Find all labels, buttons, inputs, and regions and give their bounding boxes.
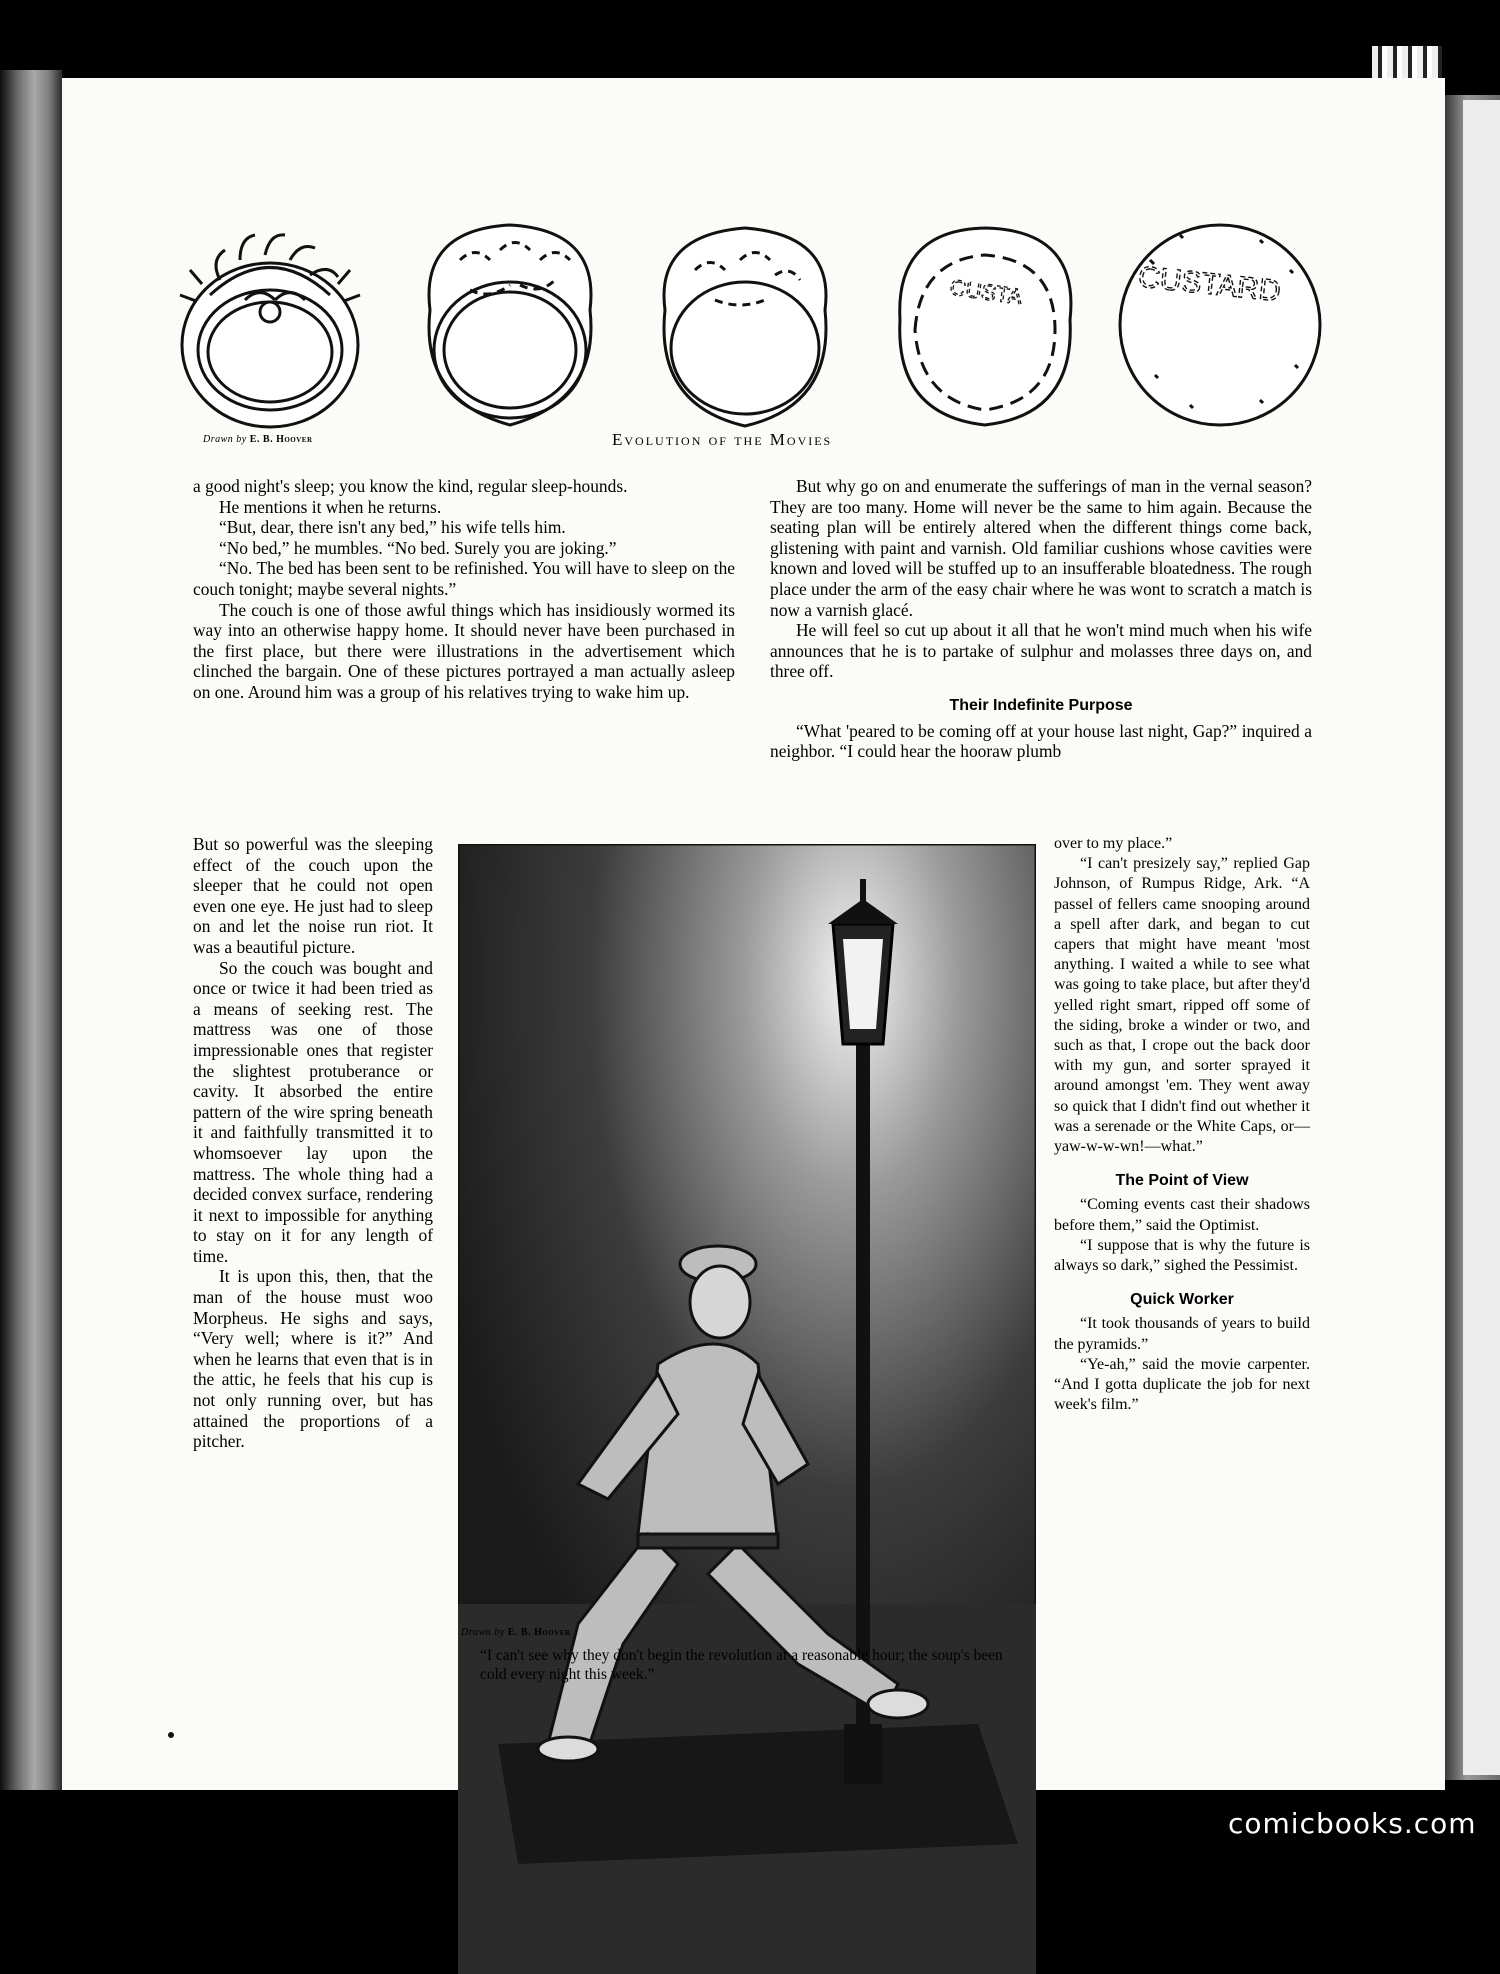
watermark: comicbooks.com	[1228, 1807, 1477, 1840]
page-dot-mark	[168, 1732, 174, 1738]
custard-pie-partial-drawing	[900, 228, 1071, 425]
section-heading: The Point of View	[1115, 1172, 1249, 1190]
melting-face-drawing	[429, 225, 591, 425]
scan-edge-mark	[1372, 46, 1442, 82]
paragraph: But so powerful was the sleeping effect of the couch upon the sleeper that he could not open even one eye. He just had to sleep on and let the noise run riot. It was a beautiful picture.	[193, 834, 433, 957]
lamplighter-illustration	[458, 844, 1036, 1974]
paragraph: “I can't presizely say,” replied Gap Johnson, of Rumpus Ridge, Ark. “A passel of fellers came snooping around a spell after dark, and began to cut capers that might have meant 'most anything. I waited a while to see what was going to take place, but after they'd yelled right smart, ripped off some of the siding, broke a winder or two, and such as that, I crope out the back door with my gun, and sorter sprayed it around amongst 'em. They went away so quick that I didn't find out whether it was a serenade or the White Caps, or—yaw-w-w-wn!—what.”	[1054, 855, 1310, 1156]
left-column-upper	[193, 476, 735, 703]
right-column-lower	[1054, 834, 1310, 1415]
paragraph: a good night's sleep; you know the kind, regular sleep-hounds.	[193, 476, 628, 496]
dough-face-drawing	[664, 228, 826, 426]
paragraph: “Ye-ah,” said the movie carpenter. “And I gotta duplicate the job for next week's film.”	[1054, 1355, 1310, 1414]
paragraph: So the couch was bought and once or twice it had been tried as a means of seeking rest. The mattress was one of those impressionable ones that register the slightest protuberance or cavity. It absorbed the entire pattern of the wire spring beneath it and faithfully transmitted it to whomsoever lay upon the mattress. The whole thing had a decided convex surface, rendering it next to impossible for anything to stay on it for any length of time.	[193, 957, 433, 1266]
custard-text: CUSTARD	[1136, 260, 1283, 309]
paragraph: “I suppose that is why the future is always so dark,” sighed the Pessimist.	[1054, 1236, 1310, 1275]
laughing-face-drawing	[180, 235, 360, 427]
header-illustration-credit: Drawn by E. B. Hoover	[203, 434, 313, 445]
evolution-faces-illustration	[160, 200, 1330, 440]
paragraph: He will feel so cut up about it all that he won't mind much when his wife announces that he is to partake of sulphur and molasses three days on, and three off.	[770, 620, 1312, 682]
header-illustration-caption: Evolution of the Movies	[612, 430, 833, 449]
section-heading: Quick Worker	[1130, 1291, 1234, 1309]
section-heading: Their Indefinite Purpose	[949, 696, 1133, 714]
book-binding	[0, 70, 62, 1790]
paragraph: over to my place.”	[1054, 835, 1173, 852]
paragraph: It is upon this, then, that the man of the house must woo Morpheus. He sighs and says, “Very well; where is it?” And when he learns that even that is in the attic, he feels that his cup is not only running over, but has attained the proportions of a pitcher.	[193, 1266, 433, 1452]
custard-pie-drawing	[1120, 225, 1320, 425]
left-column-lower	[193, 834, 433, 1452]
next-page-edge	[1445, 95, 1500, 1780]
paragraph: But why go on and enumerate the sufferings of man in the vernal season? They are too many. Home will never be the same to him again. Because the seating plan will be entirely altered when the different things come back, glistening with paint and varnish. Old familiar cushions whose cavities were known and loved will be stuffed up to an insufferable bloatedness. The rough place under the arm of the easy chair where he was wont to scratch a match is now a varnish glacé.	[770, 476, 1312, 620]
main-illustration-caption: “I can't see why they don't begin the revolution at a reasonable hour; the soup's been cold every night this week.”	[480, 1647, 1003, 1683]
paragraph: “No bed,” he mumbles. “No bed. Surely you are joking.”	[219, 537, 617, 558]
custard-partial-text: CUSTA	[948, 274, 1025, 310]
paragraph: “What 'peared to be coming off at your house last night, Gap?” inquired a neighbor. “I could hear the hooraw plumb	[770, 720, 1312, 762]
paragraph: “Coming events cast their shadows before them,” said the Optimist.	[1054, 1196, 1310, 1234]
paragraph: He mentions it when he returns.	[219, 496, 442, 517]
paragraph: “But, dear, there isn't any bed,” his wife tells him.	[219, 517, 566, 538]
right-column-upper	[770, 476, 1312, 762]
paragraph: The couch is one of those awful things which has insidiously wormed its way into an otherwise happy home. It should never have been purchased in the first place, but there were illustrations in the advertisement which clinched the bargain. One of these pictures portrayed a man actually asleep on one. Around him was a group of his relatives trying to wake him up.	[193, 599, 735, 702]
main-illustration-credit: Drawn by E. B. Hoover	[461, 1627, 571, 1638]
paragraph: “No. The bed has been sent to be refinished. You will have to sleep on the couch tonight; maybe several nights.”	[193, 558, 735, 599]
paragraph: “It took thousands of years to build the pyramids.”	[1054, 1315, 1310, 1353]
